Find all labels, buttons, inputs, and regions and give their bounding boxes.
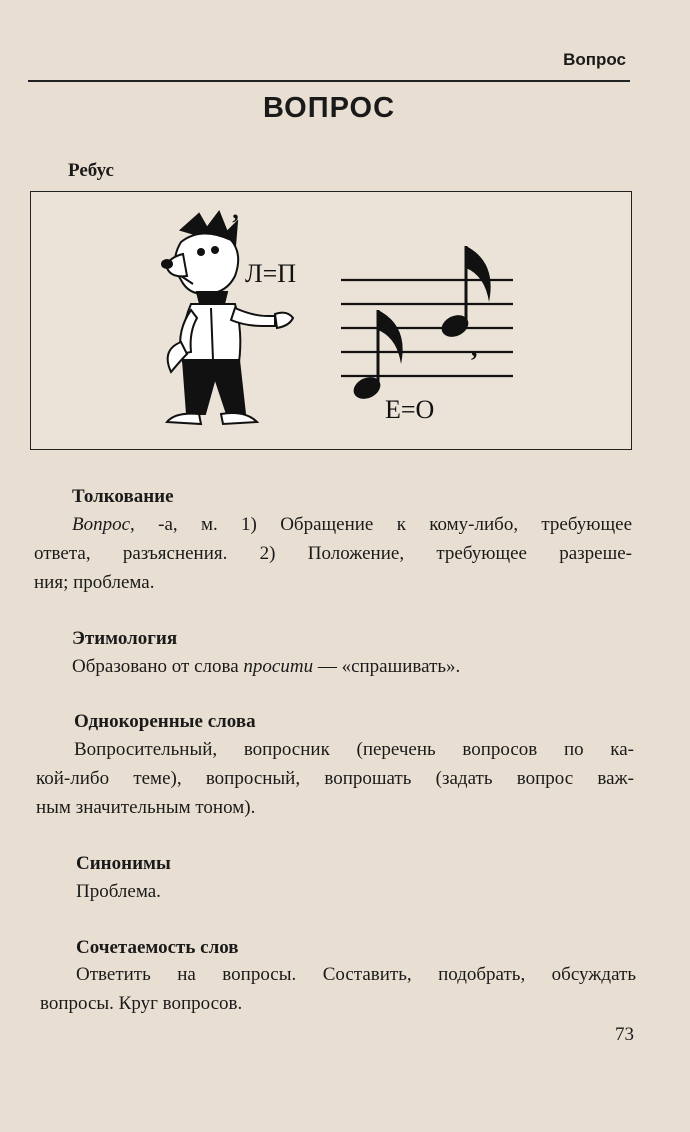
rebus-comma-bottom: , [471, 333, 478, 362]
rebus-equation-l-p: Л=П [245, 259, 297, 288]
header-rule [28, 80, 630, 82]
music-staff [341, 280, 513, 376]
page-title: ВОПРОС [262, 92, 396, 124]
rebus-label: Ребус [68, 160, 114, 181]
wolf-icon [162, 212, 293, 424]
etymology-text-after: — «спрашивать». [313, 656, 461, 677]
tolkovanie-line-1-text: , -а, м. 1) Обращение к кому-либо, требующее [130, 514, 632, 535]
rebus-figure [30, 191, 632, 450]
tolkovanie-line-2: ответа, разъяснения. 2) Положение, требующее разреше- [34, 543, 632, 564]
section-heading-etymology: Этимология [72, 628, 178, 649]
section-heading-related: Однокоренные слова [74, 711, 256, 732]
page-number: 73 [615, 1024, 634, 1045]
etymology-text-before: Образовано от слова [72, 656, 244, 677]
section-heading-synonyms: Синонимы [76, 853, 171, 874]
tolkovanie-line-3: ния; проблема. [34, 572, 155, 593]
related-line-2: кой-либо теме), вопросный, вопрошать (задать вопрос важ- [36, 768, 634, 789]
section-heading-tolkovanie: Толкование [72, 486, 174, 507]
rebus-comma-top: ’ [231, 209, 240, 238]
tolkovanie-line-1 [72, 514, 632, 536]
rebus-illustration [31, 192, 631, 449]
section-heading-collocations: Сочетаемость слов [76, 937, 239, 958]
headword: Вопрос [72, 514, 131, 535]
collocations-line-2: вопросы. Круг вопросов. [40, 993, 243, 1014]
collocations-line-1: Ответить на вопросы. Составить, подобрать, обсуждать [76, 964, 636, 985]
related-line-3: ным значительным тоном). [36, 797, 256, 818]
rebus-equation-e-o: Е=О [385, 395, 435, 424]
etymology-word: просити [243, 656, 314, 677]
running-head: Вопрос [563, 50, 626, 69]
etymology-text [72, 656, 460, 678]
music-note-icon [350, 310, 403, 403]
music-note-icon [438, 246, 491, 341]
related-line-1: Вопросительный, вопросник (перечень вопросов по ка- [74, 739, 634, 760]
synonyms-text: Проблема. [76, 881, 161, 902]
